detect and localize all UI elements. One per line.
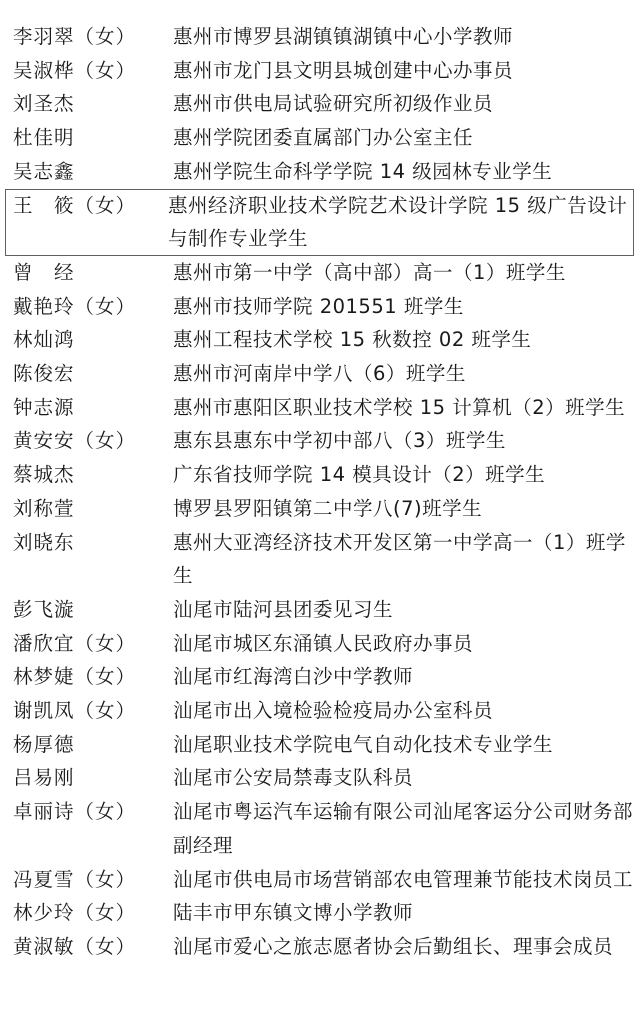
- list-item: [0, 155, 640, 189]
- person-description: 汕尾市粤运汽车运输有限公司汕尾客运分公司财务部副经理: [173, 800, 634, 857]
- person-description: 惠州大亚湾经济技术开发区第一中学高一（1）班学生: [173, 530, 626, 588]
- person-name: 林梦婕（女）: [13, 665, 137, 689]
- person-name: 陈俊宏: [13, 362, 75, 386]
- person-name: 刘晓东: [13, 530, 75, 554]
- person-description: 汕尾市红海湾白沙中学教师: [173, 665, 414, 689]
- person-description: 汕尾市爱心之旅志愿者协会后勤组长、理事会成员: [173, 934, 614, 958]
- list-item: [0, 492, 640, 526]
- person-description: 广东省技师学院 14 模具设计（2）班学生: [173, 463, 546, 487]
- person-description: 汕尾市出入境检验检疫局办公室科员: [173, 699, 494, 723]
- person-description: 惠州学院生命科学学院 14 级园林专业学生: [173, 159, 553, 183]
- list-item: [0, 795, 640, 862]
- person-description: 汕尾市城区东涌镇人民政府办事员: [173, 631, 474, 655]
- person-description: 惠东县惠东中学初中部八（3）班学生: [173, 429, 506, 453]
- person-description: 惠州市河南岸中学八（6）班学生: [173, 362, 466, 386]
- person-name: 吴志鑫: [13, 159, 75, 183]
- list-item: [0, 458, 640, 492]
- list-item: [0, 20, 640, 54]
- person-name: 杜佳明: [13, 126, 75, 150]
- person-name: 彭飞漩: [13, 597, 75, 621]
- list-item: [0, 54, 640, 88]
- person-name: 吕易刚: [13, 766, 75, 790]
- list-item: [0, 761, 640, 795]
- list-item: [0, 526, 640, 593]
- person-name: 吴淑桦（女）: [13, 58, 137, 82]
- highlighted-list-item: [5, 189, 634, 256]
- person-name: 刘圣杰: [13, 92, 75, 116]
- list-item: [0, 660, 640, 694]
- person-name: 黄淑敏（女）: [13, 934, 137, 958]
- person-name: 曾 经: [13, 260, 75, 284]
- person-name: 刘称萱: [13, 496, 75, 520]
- list-item: [0, 256, 640, 290]
- person-description: 惠州市博罗县湖镇镇湖镇中心小学教师: [173, 25, 514, 48]
- person-description: 惠州市惠阳区职业技术学校 15 计算机（2）班学生: [173, 395, 626, 419]
- person-description: 陆丰市甲东镇文博小学教师: [173, 901, 414, 925]
- person-name: 黄安安（女）: [13, 429, 137, 453]
- person-description: 汕尾市公安局禁毒支队科员: [173, 766, 414, 790]
- person-name: 杨厚德: [13, 732, 75, 756]
- honoree-list: [0, 20, 640, 964]
- person-name: 潘欣宜（女）: [13, 631, 137, 655]
- list-item: [0, 121, 640, 155]
- list-item: [0, 357, 640, 391]
- person-description: 惠州工程技术学校 15 秋数控 02 班学生: [173, 328, 532, 352]
- person-description: 惠州市第一中学（高中部）高一（1）班学生: [173, 260, 566, 284]
- list-item: [0, 627, 640, 661]
- person-name: 谢凯凤（女）: [13, 699, 137, 723]
- person-description: 惠州市技师学院 201551 班学生: [173, 294, 464, 318]
- person-name: 蔡城杰: [13, 463, 75, 487]
- person-name: 林灿鸿: [13, 328, 75, 352]
- person-description: 汕尾市供电局市场营销部农电管理兼节能技术岗员工: [173, 867, 634, 891]
- list-item: [0, 323, 640, 357]
- person-description: 惠州经济职业技术学院艺术设计学院 15 级广告设计与制作专业学生: [168, 193, 628, 251]
- person-description: 惠州学院团委直属部门办公室主任: [173, 126, 474, 150]
- person-description: 博罗县罗阳镇第二中学八(7)班学生: [173, 496, 483, 520]
- person-name: 钟志源: [13, 395, 75, 419]
- person-name: 冯夏雪（女）: [13, 867, 137, 891]
- person-name: 王 筱（女）: [13, 193, 137, 217]
- list-item: [0, 863, 640, 897]
- list-item: [0, 728, 640, 762]
- person-name: 林少玲（女）: [13, 901, 137, 925]
- list-item: [0, 424, 640, 458]
- list-item: [0, 896, 640, 930]
- list-item: [0, 593, 640, 627]
- list-item: [0, 391, 640, 425]
- person-description: 惠州市供电局试验研究所初级作业员: [173, 92, 494, 116]
- list-item: [0, 290, 640, 324]
- person-description: 惠州市龙门县文明县城创建中心办事员: [173, 58, 514, 82]
- list-item: [0, 930, 640, 964]
- person-description: 汕尾职业技术学院电气自动化技术专业学生: [173, 732, 554, 756]
- list-item: [0, 87, 640, 121]
- person-description: 汕尾市陆河县团委见习生: [173, 597, 394, 621]
- list-item: [0, 694, 640, 728]
- person-name: 李羽翠（女）: [13, 25, 137, 48]
- person-name: 戴艳玲（女）: [13, 294, 137, 318]
- person-name: 卓丽诗（女）: [13, 800, 137, 824]
